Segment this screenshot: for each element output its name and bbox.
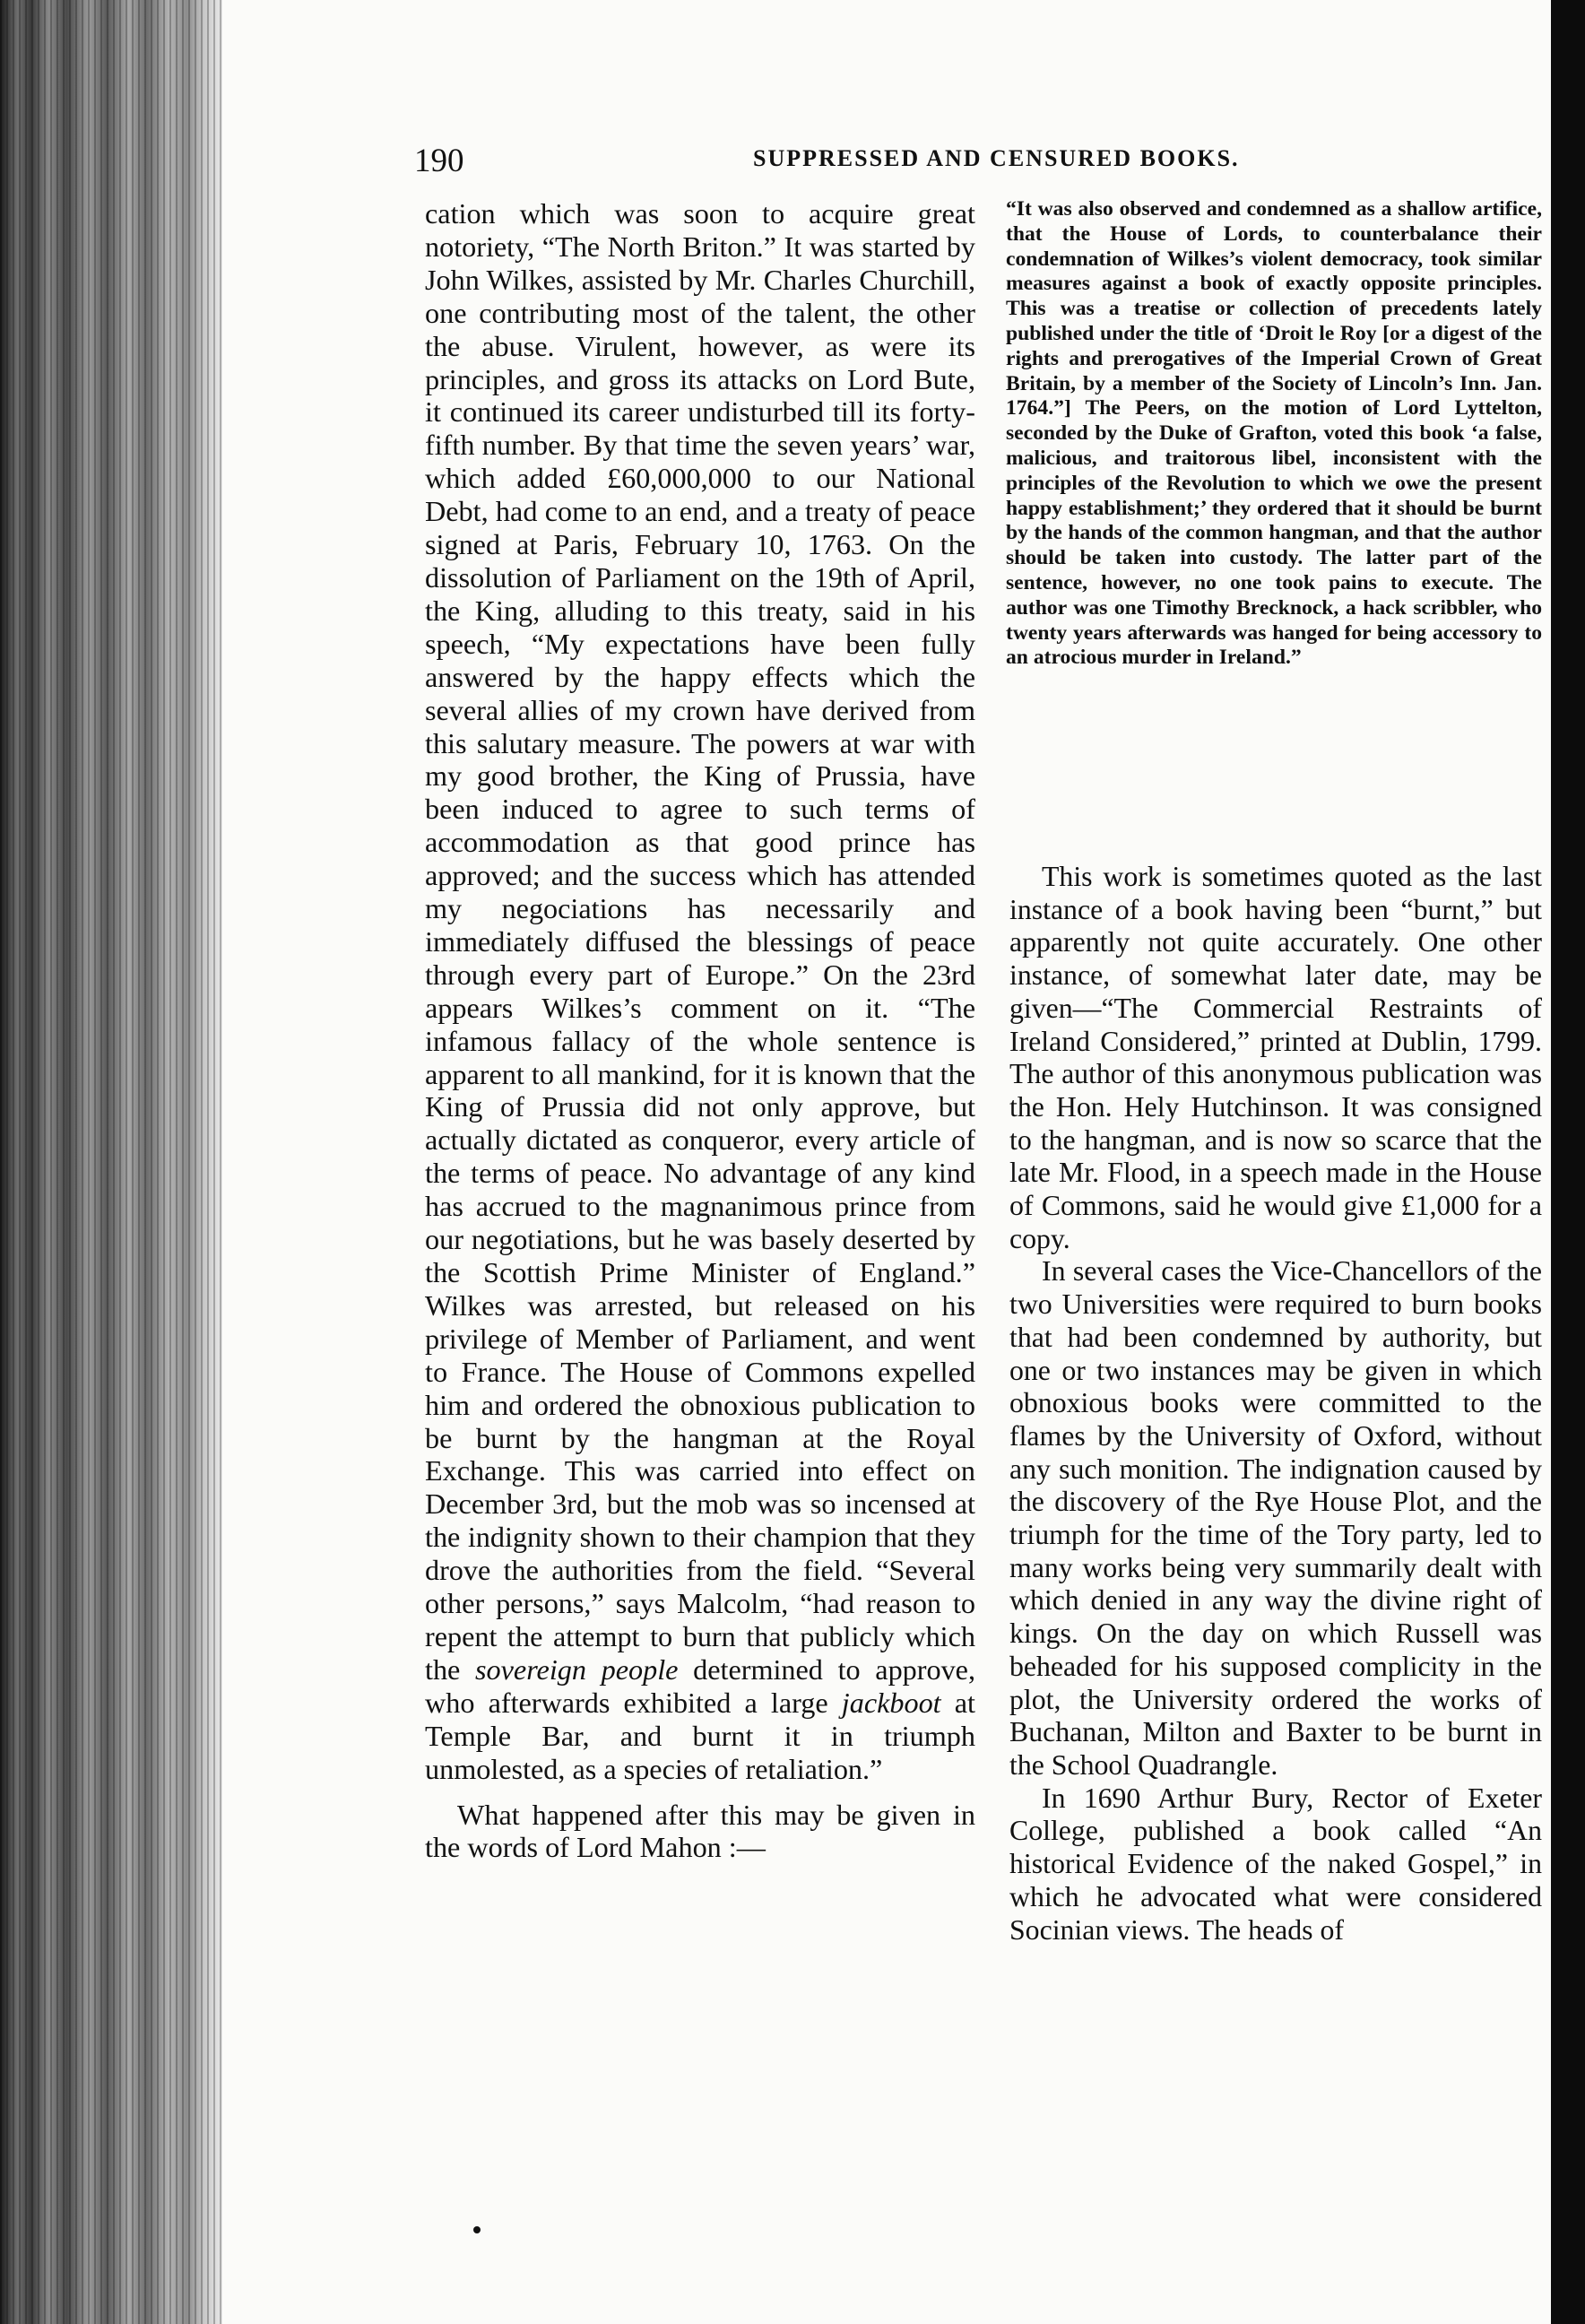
right-column-body [1009, 861, 1542, 1947]
running-head: SUPPRESSED AND CENSURED BOOKS. [753, 145, 1240, 171]
left-paragraph-2: What happened after this may be given in the words of Lord Mahon :— [425, 1798, 975, 1864]
left-column [425, 197, 975, 1864]
margin-dot [473, 2226, 481, 2233]
left-paragraph-1-text: cation which was soon to acquire great notoriety, “The North Briton.” It was started by John Wilkes, assisted by Mr. Charles Churchill, one contributing most of the talent, the other the abuse. Virulent, however, as were its principles, and gross its attacks on Lord Bute, it continued its career undisturbed till its forty-fifth number. By that time the seven years’ war, which added £60,000,000 to our National Debt, had come to an end, and a treaty of peace signed at Paris, February 10, 1763. On the dissolution of Parliament on the 19th of April, the King, alluding to this treaty, said in his speech, “My expectations have been fully answered by the happy effects which the several allies of my crown have derived from this salutary measure. The powers at war with my good brother, the King of Prussia, have been induced to agree to such terms of accommodation as that good prince has approved; and the success which has attended my negociations has necessarily and immediately diffused the blessings of peace through every part of Europe.” On the 23rd appears Wilkes’s comment on it. “The infamous fallacy of the whole sentence is apparent to all mankind, for it is known that the King of Prussia did not only approve, but actually dictated as conqueror, every article of the terms of peace. No advantage of any kind has accrued to the magnanimous prince from our negotiations, but he was basely deserted by the Scottish Prime Minister of England.” Wilkes was arrested, but released on his privilege of Member of Parliament, and went to France. The House of Commons expelled him and ordered the obnoxious publication to be burnt by the hangman at the Royal Exchange. This was carried into effect on December 3rd, but the mob was so incensed at the indignity shown to their champion that they drove the authorities from the field. “Several other persons,” says Malcolm, “had reason to repent the attempt to burn that publicly which the [425, 197, 975, 1686]
page-edges [0, 0, 222, 2324]
italic-sovereign-people: sovereign people [475, 1652, 679, 1686]
italic-jackboot: jackboot [841, 1686, 941, 1719]
left-paragraph-1-mid: determined to approve, who afterwards exhibited a large [425, 1652, 976, 1719]
right-paragraph-3: In 1690 Arthur Bury, Rector of Exeter College, published a book called “An historical Evidence of the naked Gospel,” in which he advocated what were considered Socinian views. The heads of [1009, 1782, 1542, 1946]
page-number: 190 [414, 143, 464, 179]
left-paragraph-1-end: at Temple Bar, and burnt it in triumph unmolested, as a species of retaliation.” [425, 1686, 975, 1785]
left-paragraph-1 [425, 197, 975, 1786]
dark-page-edge [1551, 0, 1585, 2324]
page-header [414, 142, 1544, 181]
right-column-quote: “It was also observed and condemned as a shallow artifice, that the House of Lords, to counterbalance their condemnation of Wilkes’s violent democracy, took similar measures against a book of exactly opposite principles. This was a treatise or collection of precedents lately published under the title of ‘Droit le Roy [or a digest of the rights and prerogatives of the Imperial Crown of Great Britain, by a member of the Society of Lincoln’s Inn. Jan. 1764.”] The Peers, on the motion of Lord Lyttelton, seconded by the Duke of Grafton, voted this book ‘a false, malicious, and traitorous libel, inconsistent with the principles of the Revolution to which we owe the present happy establishment;’ they ordered that it should be burnt by the hands of the common hangman, and that the author should be taken into custody. The latter part of the sentence, however, no one took pains to execute. The author was one Timothy Brecknock, a hack scribbler, who twenty years afterwards was hanged for being accessory to an atrocious murder in Ireland.” [1006, 197, 1542, 670]
right-paragraph-1: This work is sometimes quoted as the last instance of a book having been “burnt,” but apparently not quite accurately. One other instance, of somewhat later date, may be given—“The Commercial Restraints of Ireland Considered,” printed at Dublin, 1799. The author of this anonymous publication was the Hon. Hely Hutchinson. It was consigned to the hangman, and is now so scarce that the late Mr. Flood, in a speech made in the House of Commons, said he would give £1,000 for a copy. [1009, 861, 1542, 1254]
right-paragraph-2: In several cases the Vice-Chancellors of the two Universities were required to burn books that had been condemned by authority, but one or two instances may be given in which obnoxious books were committed to the flames by the University of Oxford, without any such monition. The indignation caused by the discovery of the Rye House Plot, and the triumph for the time of the Tory party, led to many works being very summarily dealt with which denied in any way the divine right of kings. On the day on which Russell was beheaded for his supposed complicity in the plot, the University ordered the works of Buchanan, Milton and Baxter to be burnt in the School Quadrangle. [1009, 1255, 1542, 1781]
